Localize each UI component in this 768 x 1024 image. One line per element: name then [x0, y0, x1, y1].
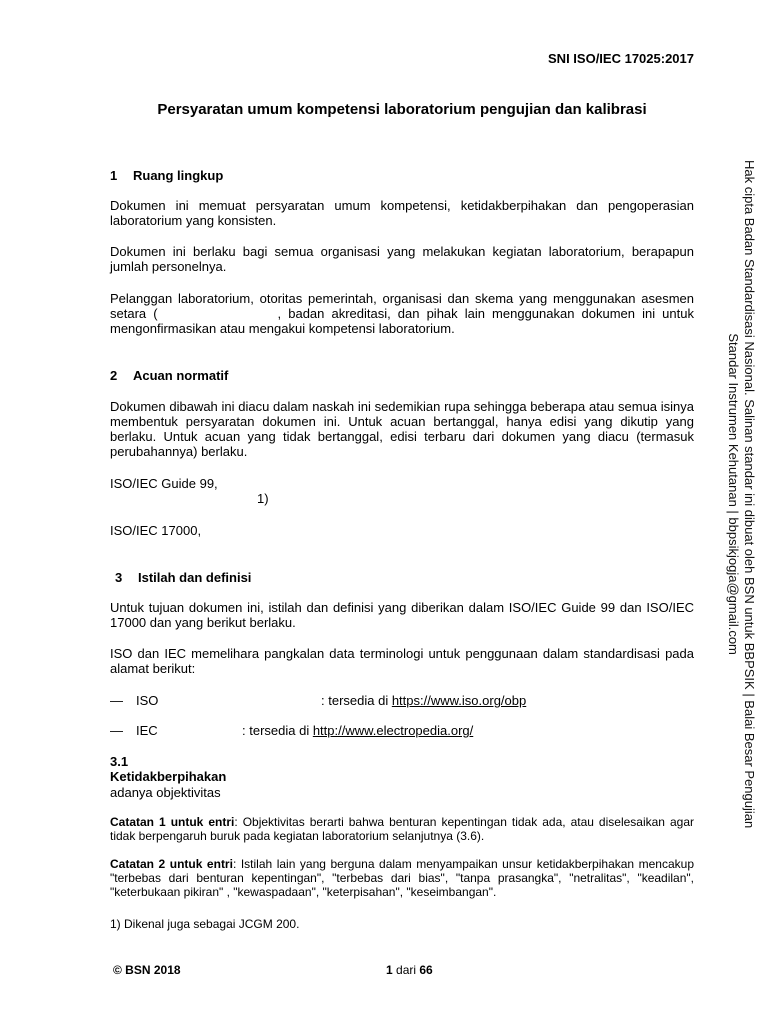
iso-text: : tersedia di — [321, 693, 392, 708]
section-title: Ruang lingkup — [133, 168, 224, 183]
note-text: : Objektivitas berarti bahwa benturan kepentingan tidak ada, atau diselesaikan agar tidak berpengaruh buruk pada kegiatan laboratorium selanjutnya (3.6). — [110, 815, 694, 843]
section-3-paragraph-1: Untuk tujuan dokumen ini, istilah dan definisi yang diberikan dalam ISO/IEC Guide 99 dan ISO/IEC 17000 dan yang berikut berlaku. — [110, 600, 694, 630]
term-note-2 — [110, 857, 694, 899]
iso-label: ISO — [136, 693, 159, 708]
section-1-paragraph-1: Dokumen ini memuat persyaratan umum kompetensi, ketidakberpihakan dan pengoperasian laboratorium yang konsisten. — [110, 198, 694, 228]
term-definition: adanya objektivitas — [110, 785, 221, 800]
watermark-line-2: Standar Instrumen Kehutanan | bbpsikjogja@gmail.com — [726, 333, 741, 655]
iso-database-item — [110, 693, 694, 708]
section-number: 3 — [115, 570, 123, 585]
normative-reference-1: ISO/IEC Guide 99, — [110, 476, 218, 491]
watermark-line-1: Hak cipta Badan Standardisasi Nasional. Salinan standar ini dibuat oleh BSN untuk BBPSIK | Balai Besar Pengujian — [742, 160, 757, 829]
copyright: © BSN 2018 — [113, 963, 181, 977]
section-1-heading — [110, 168, 223, 183]
document-title: Persyaratan umum kompetensi laboratorium pengujian dan kalibrasi — [157, 101, 647, 118]
iec-text: : tersedia di — [242, 723, 313, 738]
term-note-1 — [110, 815, 694, 843]
copyright-watermark — [725, 160, 757, 828]
section-3-paragraph-2: ISO dan IEC memelihara pangkalan data terminologi untuk penggunaan dalam standardisasi pada alamat berikut: — [110, 646, 694, 676]
note-text: ". — [488, 885, 497, 899]
section-2-paragraph-1: Dokumen dibawah ini diacu dalam naskah ini sedemikian rupa sehingga beberapa atau semua isinya membentuk persyaratan dokumen ini. Untuk acuan bertanggal, hanya edisi yang dikutip yang berlaku. Untuk acuan yang tidak bertanggal, edisi terbaru dari dokumen yang diacu (termasuk perubahannya) berlaku. — [110, 399, 694, 459]
electropedia-link[interactable]: http://www.electropedia.org/ — [312, 723, 474, 738]
iso-obp-link[interactable]: https://www.iso.org/obp — [391, 693, 527, 708]
section-title: Acuan normatif — [133, 368, 229, 383]
page-number — [386, 963, 433, 977]
paragraph-part: , badan akreditasi, dan pihak lain menggunakan dokumen ini untuk mengonfirmasikan atau mengakui kompetensi laboratorium. — [110, 306, 694, 336]
section-3-heading — [115, 570, 251, 585]
iec-label: IEC — [136, 723, 158, 738]
section-title: Istilah dan definisi — [138, 570, 252, 585]
page-separator: dari — [392, 963, 420, 977]
dash-bullet: — — [110, 723, 123, 738]
note-label: Catatan 2 untuk entri — [110, 857, 233, 871]
standard-code: SNI ISO/IEC 17025:2017 — [548, 51, 694, 66]
paragraph-part: Pelanggan laboratorium, otoritas pemerintah, organisasi dan skema yang menggunakan asesmen setara ( — [110, 291, 694, 321]
term-number: 3.1 — [110, 754, 129, 769]
total-pages: 66 — [419, 963, 433, 977]
section-1-paragraph-3 — [110, 291, 694, 336]
section-2-heading — [110, 368, 228, 383]
normative-reference-2: ISO/IEC 17000, — [110, 523, 202, 538]
section-number: 2 — [110, 368, 118, 383]
term-name: Ketidakberpihakan — [110, 769, 227, 784]
note-label: Catatan 1 untuk entri — [110, 815, 235, 829]
footnote: 1) Dikenal juga sebagai JCGM 200. — [110, 917, 300, 931]
current-page: 1 — [386, 963, 393, 977]
section-number: 1 — [110, 168, 118, 183]
iec-database-item — [110, 723, 694, 738]
dash-bullet: — — [110, 693, 123, 708]
section-1-paragraph-2: Dokumen ini berlaku bagi semua organisasi yang melakukan kegiatan laboratorium, berapapun jumlah personelnya. — [110, 244, 694, 274]
note-text: : Istilah lain yang berguna dalam menyampaikan unsur ketidakberpihakan mencakup "terbebas dari benturan kepentingan", "terbebas dari bias", "tanpa prasangka", "netralitas", "keadilan", "keterbukaan pikiran" , "kewaspadaan", "keterpisahan", "keseimbangan — [110, 857, 694, 899]
footnote-marker: 1) — [257, 491, 269, 506]
